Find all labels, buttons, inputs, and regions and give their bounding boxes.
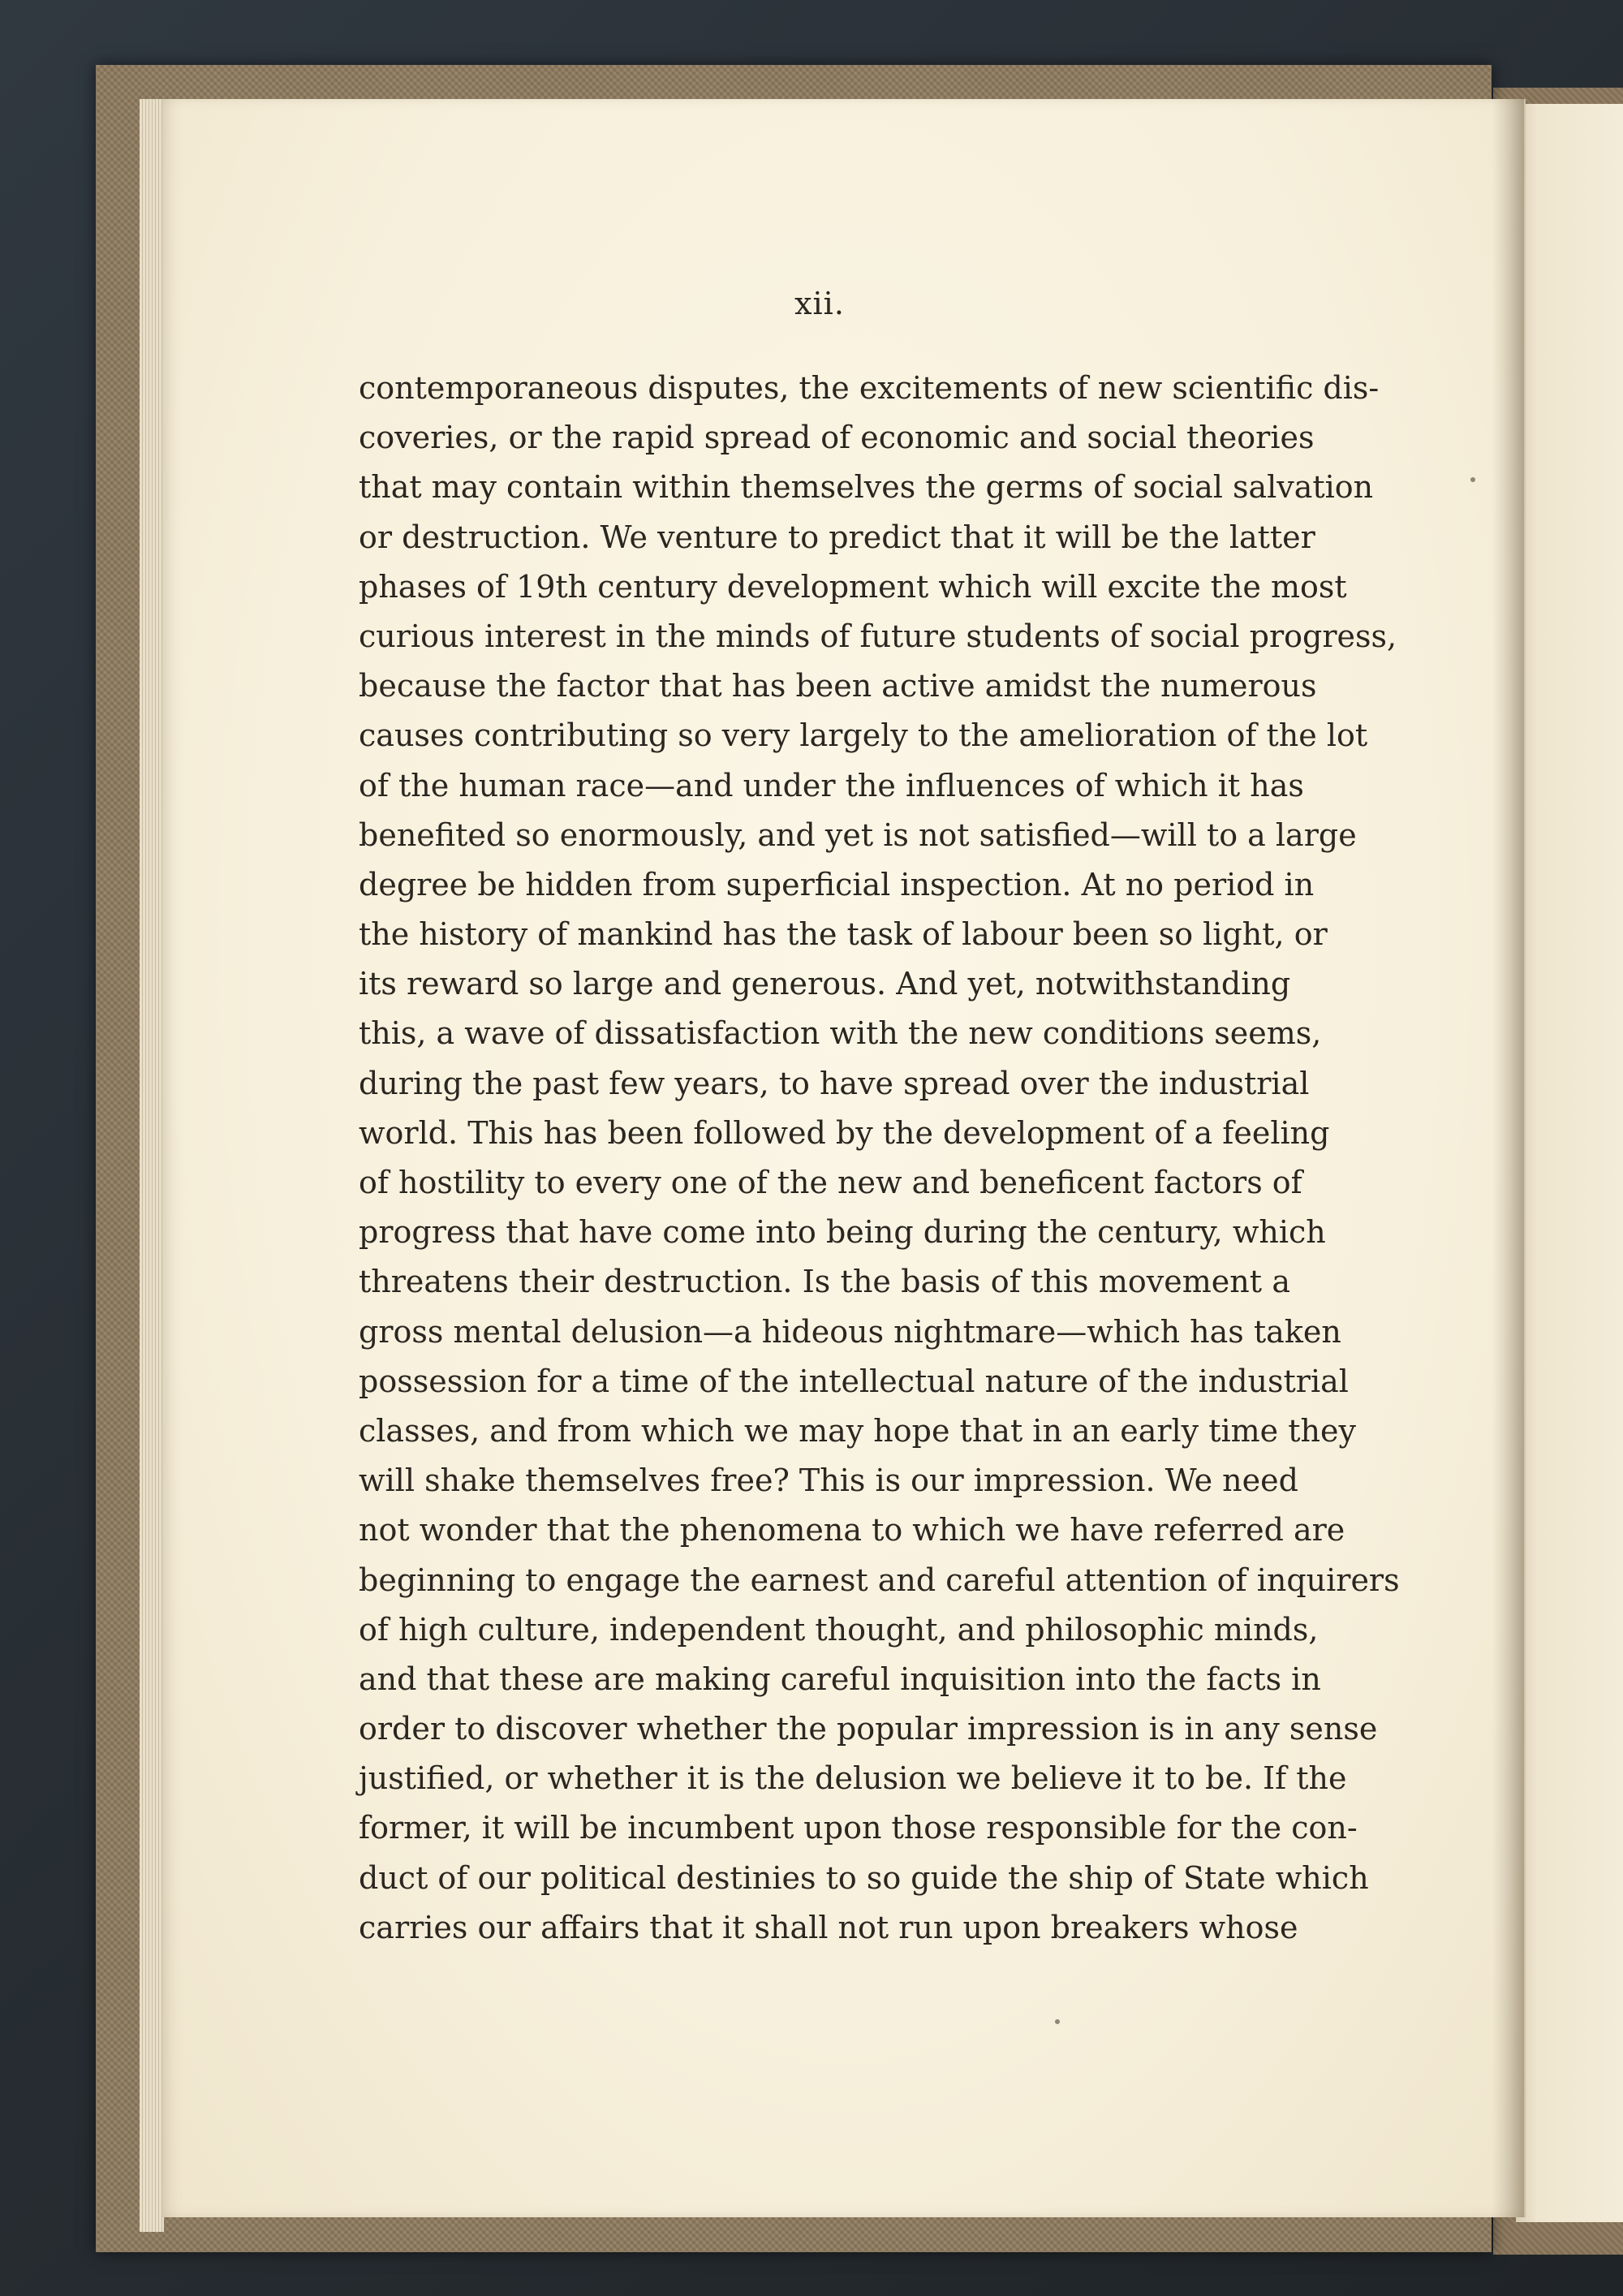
paper-speck <box>1470 477 1475 482</box>
text-line: causes contributing so very largely to the amelioration of the lot <box>359 717 1368 754</box>
text-line: duct of our political destinies to so guide the ship of State which <box>359 1859 1369 1896</box>
text-line: its reward so large and generous. And yet, notwithstanding <box>359 966 1291 1002</box>
text-line: curious interest in the minds of future students of social progress, <box>359 618 1397 654</box>
text-line: progress that have come into being during the century, which <box>359 1214 1326 1251</box>
text-line: coveries, or the rapid spread of economic and social theories <box>359 420 1315 456</box>
text-line: or destruction. We venture to predict that it will be the latter <box>359 519 1315 555</box>
facing-page-edge <box>1516 104 1623 2222</box>
text-line: because the factor that has been active amidst the numerous <box>359 668 1317 704</box>
text-line: and that these are making careful inquisition into the facts in <box>359 1661 1321 1697</box>
gutter-shadow <box>1492 99 1524 2217</box>
body-text <box>359 364 1400 1953</box>
text-line: benefited so enormously, and yet is not satisfied—will to a large <box>359 816 1357 853</box>
text-line: order to discover whether the popular impression is in any sense <box>359 1711 1378 1747</box>
paper-speck <box>1055 2019 1060 2024</box>
text-line: world. This has been followed by the development of a feeling <box>359 1114 1330 1151</box>
page-edges <box>140 99 164 2232</box>
text-line: beginning to engage the earnest and careful attention of inquirers <box>359 1562 1400 1598</box>
text-line: of hostility to every one of the new and beneficent factors of <box>359 1165 1302 1200</box>
text-line: threatens their destruction. Is the basis of this movement a <box>359 1264 1290 1300</box>
text-line: degree be hidden from superficial inspection. At no period in <box>359 866 1315 902</box>
text-line: phases of 19th century development which will excite the most <box>359 568 1347 605</box>
text-line: will shake themselves free? This is our impression. We need <box>359 1462 1298 1499</box>
text-line: during the past few years, to have spread over the industrial <box>359 1065 1310 1101</box>
text-line: possession for a time of the intellectual nature of the industrial <box>359 1363 1349 1399</box>
text-line: classes, and from which we may hope that in an early time they <box>359 1412 1356 1449</box>
text-line: not wonder that the phenomena to which we have referred are <box>359 1512 1345 1549</box>
text-line: contemporaneous disputes, the excitements of new scientific dis- <box>359 370 1380 406</box>
text-line: former, it will be incumbent upon those responsible for the con- <box>359 1810 1358 1846</box>
text-line: the history of mankind has the task of labour been so light, or <box>359 916 1328 953</box>
text-line: that may contain within themselves the germs of social salvation <box>359 469 1374 506</box>
text-line: of the human race—and under the influences of which it has <box>359 767 1304 803</box>
text-line: of high culture, independent thought, and philosophic minds, <box>359 1611 1319 1648</box>
text-line: carries our affairs that it shall not run upon breakers whose <box>359 1909 1298 1945</box>
text-line: gross mental delusion—a hideous nightmare—which has taken <box>359 1313 1341 1350</box>
text-line: justified, or whether it is the delusion we believe it to be. If the <box>359 1760 1347 1797</box>
text-line: this, a wave of dissatisfaction with the new conditions seems, <box>359 1015 1322 1052</box>
page-number: xii. <box>794 286 845 321</box>
